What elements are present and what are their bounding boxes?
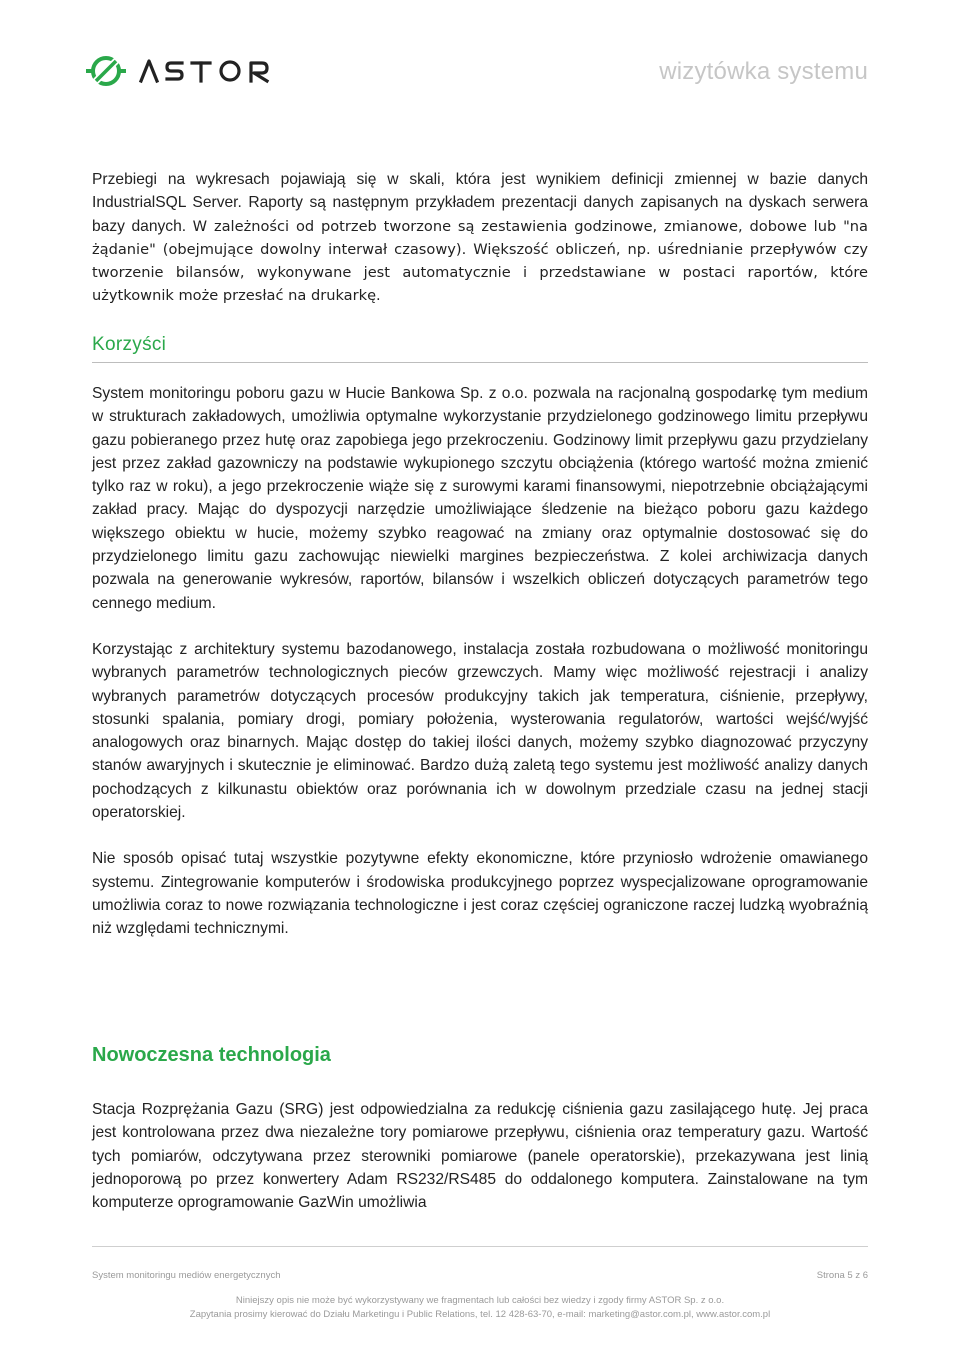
page-header — [0, 0, 960, 110]
heading-korzysci: Korzyści — [92, 334, 167, 355]
korzysci-paragraph-1: System monitoringu poboru gazu w Hucie Bankowa Sp. z o.o. pozwala na racjonalną gospodarkę tym medium w strukturach zakładowych, umożliwia optymalne wykorzystanie przydzielonego godzinowego limitu przepływu gazu pobieranego przez hutę oraz zapobiega jego przekroczeniu. Godzinowy limit przepływu gazu przydzielany jest przez zakład gazowniczy na podstawie wykupionego szczytu obciążenia (którego wartość można zmienić tylko raz w roku), a jego przekroczenie wiąże się z surowymi karami finansowymi, niepotrzebnie obciążającymi zakład pracy. Mając do dyspozycji narzędzie umożliwiające śledzenie na bieżąco poboru gazu każdego większego obiektu w hucie, możemy szybko reagować na zmiany oraz optymalnie dostosować się do przydzielonego limitu gazu zachowując niewielki margines bezpieczeństwa. Z kolei archiwizacja danych pozwala na generowanie wykresów, raportów, bilansów i wszelkich obliczeń dotyczących parametrów tego cennego medium. — [92, 385, 868, 612]
footer-document-name: System monitoringu mediów energetycznych — [92, 1270, 281, 1281]
intro-section — [92, 168, 868, 308]
intro-text-b: W zależności od potrzeb tworzone są zestawienia godzinowe, zmianowe, dobowe lub "na żądanie" (obejmujące dowolny interwał czasowy). Większość obliczeń, np. uśrednianie przepływów czy tworzenie bilansów, wykonywane jest automatycznie i przedstawiane w postaci raportów, które użytkownik może przesłać na drukarkę. — [92, 217, 868, 305]
section-heading-korzysci — [92, 334, 868, 363]
footer-contact-note: Zapytania prosimy kierować do Działu Marketingu i Public Relations, tel. 12 428-63-70, e-mail: marketing@astor.com.pl, www.astor.com.pl — [189, 1309, 771, 1320]
nowoczesna-section — [92, 1098, 868, 1214]
footer-page-number: Strona 5 z 6 — [816, 1270, 868, 1281]
heading-divider — [92, 362, 868, 363]
astor-logo — [86, 52, 276, 90]
astor-logo-icon — [86, 52, 276, 90]
footer-divider — [92, 1246, 868, 1247]
heading-nowoczesna-technologia: Nowoczesna technologia — [92, 1044, 331, 1066]
korzysci-paragraph-2: Korzystając z architektury systemu bazodanowego, instalacja została rozbudowana o możliwość monitoringu wybranych parametrów technologicznych pieców grzewczych. Mamy więc możliwość rejestracji i analizy wybranych parametrów dotyczących procesów produkcyjny takich jak temperatura, ciśnienie, przepływy, stosunki spalania, pomiary drogi, pomiary położenia, wysterowania regulatorów, wartości wejść/wyjść analogowych oraz binarnych. Mając dostęp do takiej ilości danych, możemy szybko diagnozować przyczyny stanów awaryjnych i skutecznie je eliminować. Bardzo dużą zaletą tego systemu jest możliwość analizy danych pochodzących z kilkunastu obiektów oraz porównania ich w dowolnym przedziale czasu na jednej stacji operatorskiej. — [92, 640, 868, 822]
intro-paragraph — [92, 168, 868, 308]
intro-text-a: Przebiegi na wykresach pojawiają się w skali, która jest wynikiem definicji zmiennej w bazie danych IndustrialSQL Server. Raporty są następnym przykładem prezentacji danych zapisanych na dyskach serwera bazy danych. — [92, 171, 868, 235]
footer-copyright-note: Niniejszy opis nie może być wykorzystywany we fragmentach lub całości bez wiedzy i zgody firmy ASTOR Sp. z o.o. — [235, 1295, 725, 1306]
nowoczesna-paragraph: Stacja Rozprężania Gazu (SRG) jest odpowiedzialna za redukcję ciśnienia gazu zasilającego hutę. Jej praca jest kontrolowana przez dwa niezależne tory pomiarowe przepływu, ciśnienia oraz temperatury gazu. Wartość tych pomiarów, odczytywana przez sterowniki pomiarowe (panele operatorskie), przekazywana jest linią jednoporową po przez konwertery Adam RS232/RS485 do oddalonego komputera. Zainstalowane na tym komputerze oprogramowanie GazWin umożliwia — [92, 1101, 868, 1212]
korzysci-section — [92, 382, 868, 941]
document-title: wizytówka systemu — [659, 58, 868, 85]
korzysci-paragraph-3: Nie sposób opisać tutaj wszystkie pozytywne efekty ekonomiczne, które przyniosło wdrożenie omawianego systemu. Zintegrowanie komputerów i środowiska produkcyjnego poprzez wyspecjalizowane oprogramowanie umożliwia coraz to nowe rozwiązania technologiczne i jest coraz częściej ograniczone raczej ludzką wyobraźnią niż względami technicznymi. — [92, 850, 868, 938]
